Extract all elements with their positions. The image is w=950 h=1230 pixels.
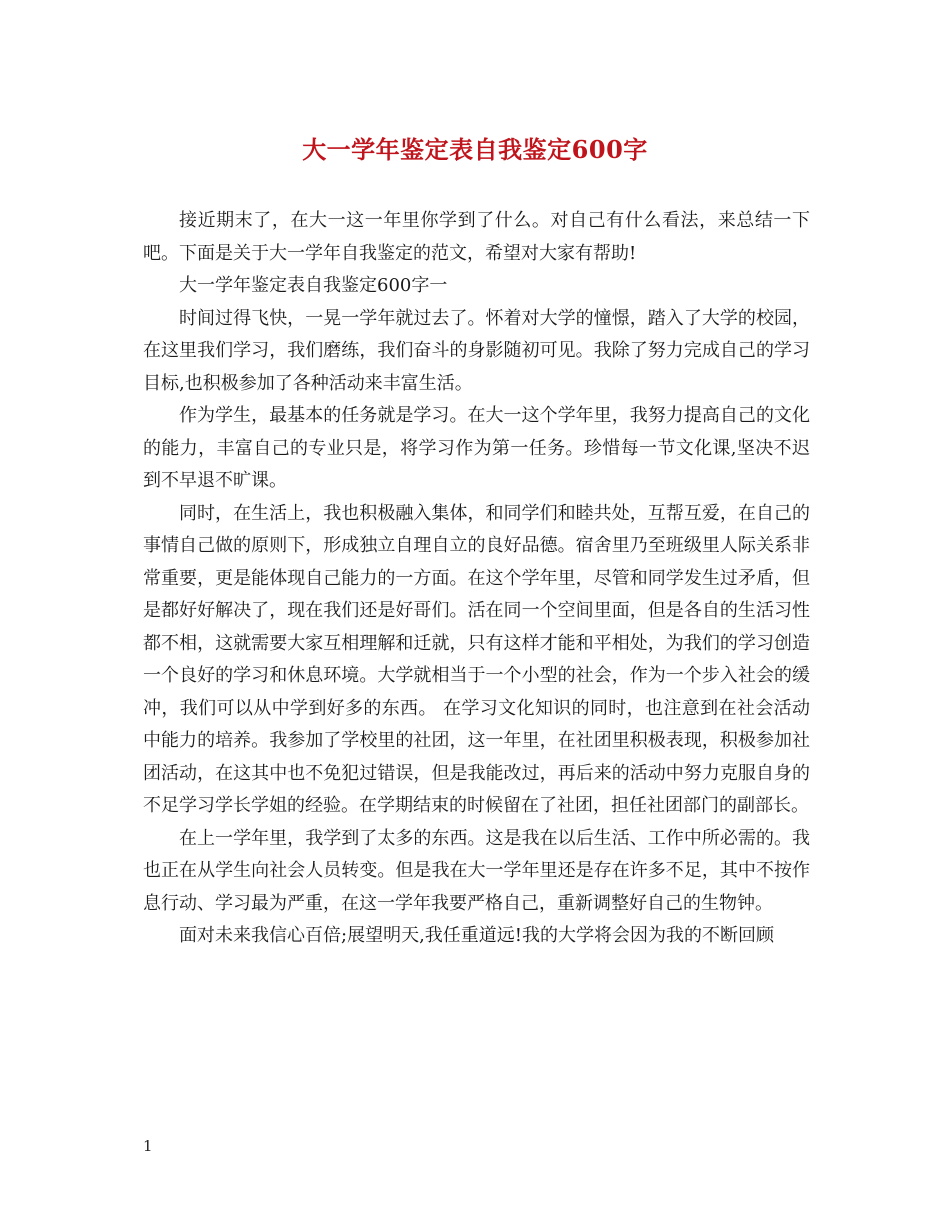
paragraph-intro: 接近期末了，在大一这一年里你学到了什么。对自己有什么看法，来总结一下吧。下面是关于大一学年自我鉴定的范文，希望对大家有帮助! xyxy=(143,210,810,264)
document-title: 大一学年鉴定表自我鉴定600字 xyxy=(302,135,648,164)
paragraph-study: 作为学生，最基本的任务就是学习。在大一这个学年里，我努力提高自己的文化的能力，丰富自己的专业只是，将学习作为第一任务。珍惜每一节文化课,坚决不迟到不早退不旷课。 xyxy=(143,405,810,491)
paragraph-reflection: 在上一学年里，我学到了太多的东西。这是我在以后生活、工作中所必需的。我也正在从学生向社会人员转变。但是我在大一学年里还是存在许多不足，其中不按作息行动、学习最为严重，在这一学年我要严格自己，重新调整好自己的生物钟。 xyxy=(143,827,810,914)
paragraph-future: 面对未来我信心百倍;展望明天,我任重道远!我的大学将会因为我的不断回顾 xyxy=(179,925,775,946)
paragraph-life: 同时，在生活上，我也积极融入集体，和同学们和睦共处，互帮互爱，在自己的事情自己做的原则下，形成独立自理自立的良好品德。宿舍里乃至班级里人际关系非常重要，更是能体现自己能力的一方面。在这个学年里，尽管和同学发生过矛盾，但是都好好解决了，现在我们还是好哥们。活在同一个空间里面，但是各自的生活习性都不相，这就需要大家互相理解和迁就，只有这样才能和平相处，为我们的学习创造一个良好的学习和休息环境。大学就相当于一个小型的社会，作为一个步入社会的缓冲，我们可以从中学到好多的东西。 在学习文化知识的同时，也注意到在社会活动中能力的培养。我参加了学校里的社团，这一年里，在社团里积极表现，积极参加社团活动，在这其中也不免犯过错误，但是我能改过，再后来的活动中努力克服自身的不足学习学长学姐的经验。在学期结束的时候留在了社团，担任社团部门的副部长。 xyxy=(143,502,810,816)
paragraph-subtitle: 大一学年鉴定表自我鉴定600字一 xyxy=(179,275,448,296)
document-body xyxy=(143,205,810,953)
paragraph-time: 时间过得飞快，一晃一学年就过去了。怀着对大学的憧憬，踏入了大学的校园，在这里我们学习，我们磨练，我们奋斗的身影随初可见。我除了努力完成自己的学习目标,也积极参加了各种活动来丰富生活。 xyxy=(143,307,810,394)
page-number: 1 xyxy=(143,1137,153,1155)
